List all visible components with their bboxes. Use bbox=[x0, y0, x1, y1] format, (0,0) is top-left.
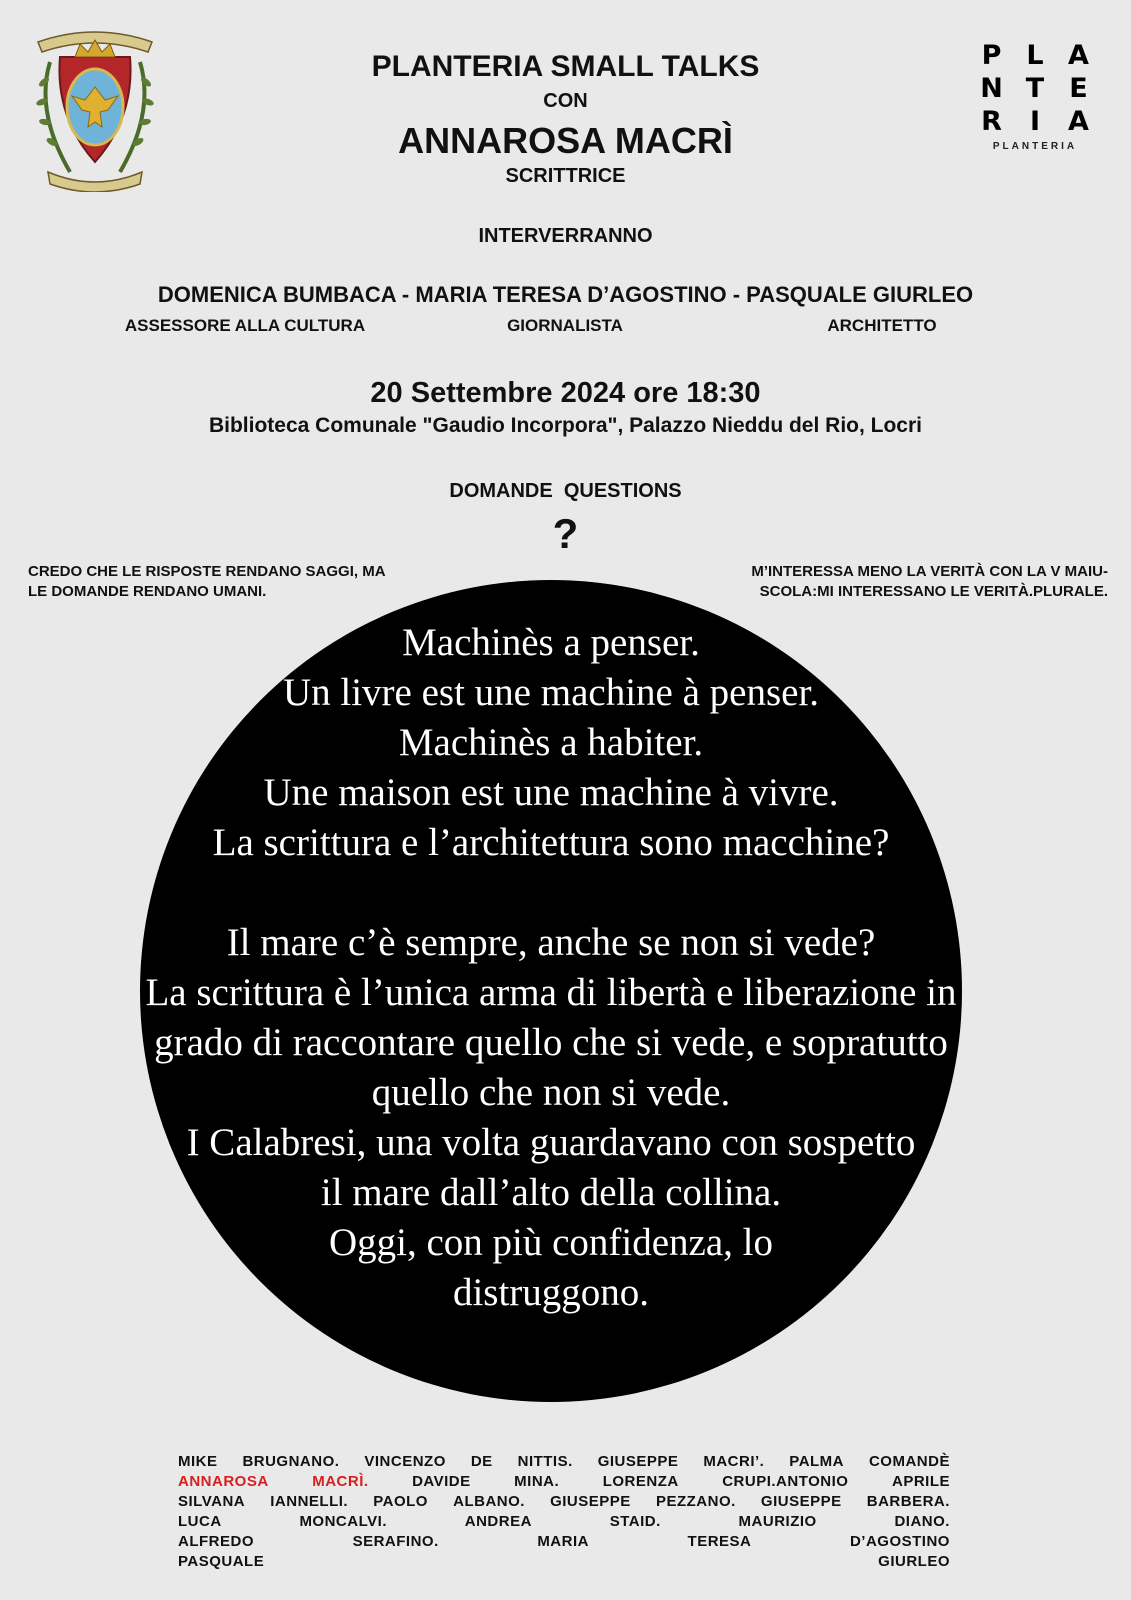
poem-line: Un livre est une machine à penser. bbox=[282, 671, 820, 714]
speaker-role-3: ARCHITETTO bbox=[827, 316, 937, 335]
poem-line: Machinès a habiter. bbox=[398, 721, 704, 764]
credits-line bbox=[178, 1552, 950, 1572]
credits-word: DAVIDE bbox=[412, 1473, 471, 1490]
credits-line bbox=[178, 1492, 950, 1512]
credits-word: MACRÌ. bbox=[312, 1473, 369, 1490]
speaker-role-2: GIORNALISTA bbox=[507, 316, 623, 335]
credits-word: GIUSEPPE bbox=[597, 1453, 679, 1470]
credits-word: APRILE bbox=[891, 1473, 950, 1490]
poem-line: Une maison est une machine à vivre. bbox=[263, 771, 839, 814]
logo-letter: E bbox=[1069, 73, 1088, 104]
poem-line: Machinès a penser. bbox=[402, 621, 700, 664]
credits-word: IANNELLI. bbox=[270, 1493, 349, 1510]
credits-word: MIKE bbox=[178, 1453, 218, 1470]
credits-word: LORENZA bbox=[602, 1473, 679, 1490]
poem-line: distruggono. bbox=[452, 1271, 650, 1314]
credits-line bbox=[178, 1452, 950, 1472]
poem-blank-line bbox=[140, 868, 962, 918]
poem-line: La scrittura e l’architettura sono macchine? bbox=[212, 821, 890, 864]
guest-role: SCRITTRICE bbox=[505, 165, 626, 187]
logo-caption: PLANTERIA bbox=[992, 141, 1078, 152]
logo-letter: A bbox=[1068, 106, 1089, 137]
credits-word: SILVANA bbox=[178, 1493, 246, 1510]
credits-word: PAOLO bbox=[373, 1493, 428, 1510]
credits-word: ANNAROSA bbox=[178, 1473, 269, 1490]
credits-word: STAID. bbox=[609, 1513, 661, 1530]
poem-line: Il mare c’è sempre, anche se non si vede? bbox=[226, 921, 876, 964]
logo-letter: R bbox=[981, 106, 1002, 137]
left-quote-line: LE DOMANDE RENDANO UMANI. bbox=[28, 583, 267, 600]
right-quote-line: SCOLA:MI INTERESSANO LE VERITÀ.PLURALE. bbox=[759, 583, 1108, 600]
credits-word: PASQUALE bbox=[178, 1553, 265, 1570]
left-quote-line: CREDO CHE LE RISPOSTE RENDANO SAGGI, MA bbox=[28, 563, 386, 580]
poem-line: grado di raccontare quello che si vede, e sopratutto bbox=[154, 1021, 948, 1064]
credits-word: MONCALVI. bbox=[299, 1513, 387, 1530]
poem-line: quello che non si vede. bbox=[371, 1071, 731, 1114]
credits-word: MARIA bbox=[537, 1533, 589, 1550]
credits-word: ALBANO. bbox=[453, 1493, 525, 1510]
logo-letter: L bbox=[1026, 40, 1044, 71]
logo-letter: T bbox=[1025, 73, 1045, 104]
event-date: 20 Settembre 2024 ore 18:30 bbox=[370, 377, 761, 409]
event-title: PLANTERIA SMALL TALKS bbox=[371, 50, 760, 83]
credits-word: PALMA bbox=[789, 1453, 845, 1470]
credits-word: MINA. bbox=[514, 1473, 560, 1490]
credits-word: MACRI’. bbox=[703, 1453, 765, 1470]
left-quote bbox=[28, 562, 468, 602]
poem-line: il mare dall’alto della collina. bbox=[320, 1171, 782, 1214]
questions-label: DOMANDE QUESTIONS bbox=[449, 480, 682, 502]
credits-word: VINCENZO bbox=[364, 1453, 446, 1470]
guest-name: ANNAROSA MACRÌ bbox=[398, 120, 733, 161]
credits-word: D’AGOSTINO bbox=[849, 1533, 950, 1550]
credits-word: ALFREDO bbox=[178, 1533, 254, 1550]
con-label: CON bbox=[543, 90, 588, 112]
credits-word: DE bbox=[470, 1453, 493, 1470]
credits-line bbox=[178, 1532, 950, 1552]
credits-word: NITTIS. bbox=[517, 1453, 573, 1470]
credits-list bbox=[178, 1452, 950, 1572]
poem-line: La scrittura è l’unica arma di libertà e liberazione in bbox=[145, 971, 957, 1014]
credits-line bbox=[178, 1472, 950, 1492]
poem-line: I Calabresi, una volta guardavano con sospetto bbox=[186, 1121, 916, 1164]
credits-word: MAURIZIO bbox=[738, 1513, 817, 1530]
credits-word: SERAFINO. bbox=[352, 1533, 439, 1550]
credits-word: COMANDÈ bbox=[868, 1453, 950, 1470]
poem-line: Oggi, con più confidenza, lo bbox=[328, 1221, 774, 1264]
speaker-names: DOMENICA BUMBACA - MARIA TERESA D’AGOSTINO - PASQUALE GIURLEO bbox=[157, 282, 974, 307]
credits-word: PEZZANO. bbox=[655, 1493, 736, 1510]
logo-letter: P bbox=[981, 40, 1002, 71]
credits-word: DIANO. bbox=[894, 1513, 950, 1530]
speakers-label: INTERVERRANNO bbox=[478, 225, 653, 247]
credits-word: BARBERA. bbox=[866, 1493, 950, 1510]
credits-word: TERESA bbox=[687, 1533, 752, 1550]
poem-text bbox=[140, 618, 962, 1318]
credits-word: ANDREA bbox=[464, 1513, 532, 1530]
credits-word: GIUSEPPE bbox=[760, 1493, 842, 1510]
logo-letter: N bbox=[980, 73, 1003, 104]
event-venue: Biblioteca Comunale "Gaudio Incorpora", Palazzo Nieddu del Rio, Locri bbox=[208, 414, 922, 437]
question-mark: ? bbox=[552, 510, 579, 557]
credits-word: BRUGNANO. bbox=[242, 1453, 340, 1470]
logo-letter: A bbox=[1068, 40, 1089, 71]
credits-word: CRUPI.ANTONIO bbox=[722, 1473, 849, 1490]
credits-word: LUCA bbox=[178, 1513, 222, 1530]
speaker-role-1: ASSESSORE ALLA CULTURA bbox=[124, 316, 366, 335]
right-quote bbox=[660, 562, 1108, 602]
logo-letter: I bbox=[1029, 106, 1041, 137]
right-quote-line: M’INTERESSA MENO LA VERITÀ CON LA V MAIU- bbox=[751, 563, 1108, 580]
credits-word: GIURLEO bbox=[878, 1553, 950, 1570]
credits-word: GIUSEPPE bbox=[550, 1493, 631, 1510]
credits-line bbox=[178, 1512, 950, 1532]
